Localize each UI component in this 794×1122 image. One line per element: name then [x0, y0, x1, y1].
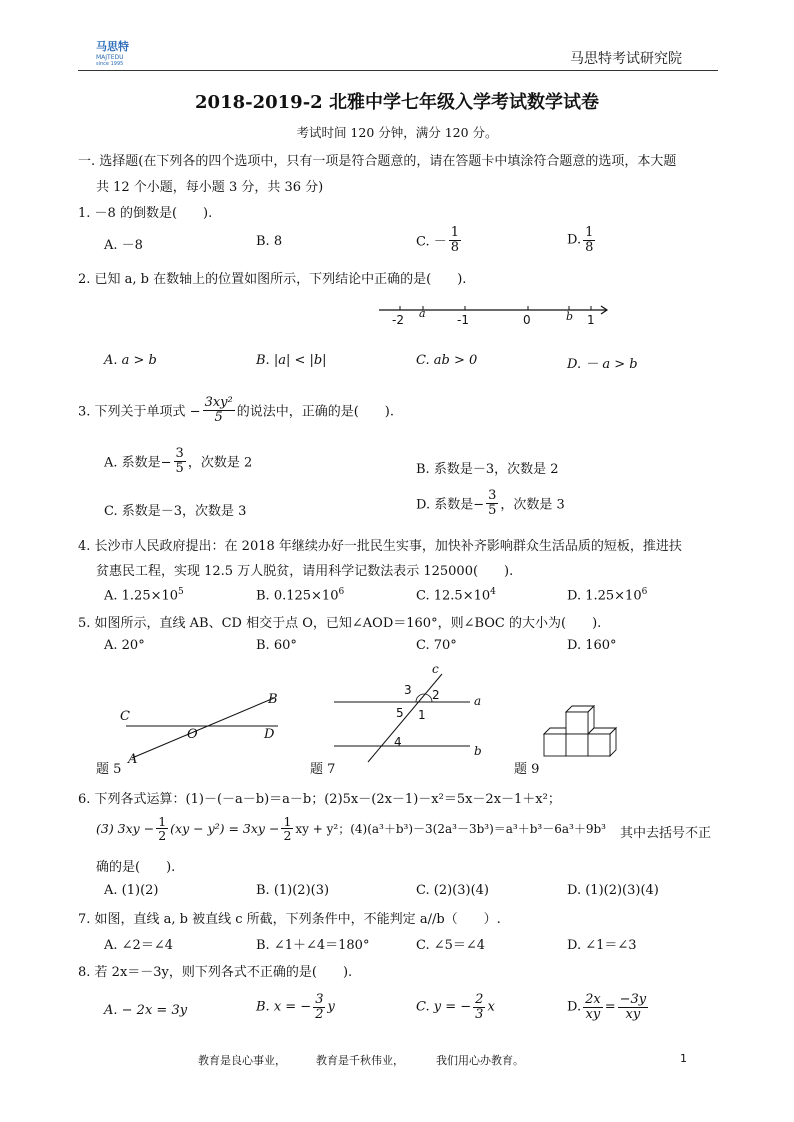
q1-stem: 1. －8 的倒数是( ).	[78, 206, 213, 221]
page-subtitle: 考试时间 120 分钟，满分 120 分。	[296, 125, 498, 140]
page-number: 1	[680, 1052, 687, 1065]
q8-stem: 8. 若 2x＝－3y，则下列各式不正确的是( ).	[78, 965, 353, 980]
logo-sub: MAJTEDU	[96, 54, 124, 61]
section-heading-line1: 一. 选择题(在下列各的四个选项中，只有一项是符合题意的，请在答题卡中填涂符合题意的选项，本大题	[78, 154, 677, 169]
header-rule	[78, 70, 718, 71]
q5-option-b: B. 60°	[256, 638, 297, 653]
q5-option-d: D. 160°	[567, 638, 617, 653]
fig5-label-b: B	[268, 692, 278, 707]
q3-option-b: B. 系数是－3，次数是 2	[416, 462, 559, 477]
footer-motto-2: 教育是千秋伟业，	[316, 1054, 404, 1067]
fig7-label-b: b	[474, 744, 482, 758]
section-heading-line2: 共 12 个小题，每小题 3 分，共 36 分)	[96, 180, 324, 195]
figure-9-cubes	[540, 704, 630, 766]
q1-option-d: D. $\frac{1}{8}$	[567, 225, 594, 255]
axis-label-0: 0	[523, 313, 531, 327]
q4-option-a: A. $1.25\times 10^5$	[104, 587, 184, 604]
footer-motto-3: 我们用心办教育。	[436, 1054, 524, 1067]
q8-option-c: C. y = − $\frac{2}{3}$ x	[416, 992, 495, 1022]
fig7-label-1: 1	[418, 708, 426, 722]
q6-option-b: B. (1)(2)(3)	[256, 883, 330, 898]
footer-motto-1: 教育是良心事业，	[198, 1054, 286, 1067]
axis-label-a: a	[419, 307, 426, 320]
axis-label-b: b	[566, 310, 574, 323]
q8-option-b: B. x = − $\frac{3}{2}$ y	[256, 992, 335, 1022]
q3-option-d: D. 系数是− $\frac{3}{5}$ ，次数是 3	[416, 488, 565, 518]
axis-label-minus2: -2	[392, 313, 404, 327]
fig5-label-o: O	[187, 727, 198, 742]
q6-line2: (3) 3xy − $\frac{1}{2}$ (xy − y²) = 3xy − $\frac{1}{2}$ xy + y²；(4)(a³＋b³)－3(2a³－3b³)＝a³＋b³－6a³＋9b³	[96, 814, 606, 844]
q7-stem: 7. 如图，直线 a, b 被直线 c 所截，下列条件中，不能判定 a//b（ ）.	[78, 912, 501, 927]
q3-stem: 3. 下列关于单项式 − $\frac{\text{3xy²}}{5}$ 的说法中，正确的是( ).	[78, 395, 395, 425]
fig5-label-d: D	[264, 727, 275, 742]
q4-option-b: B. $0.125\times 10^6$	[256, 587, 345, 604]
q6-option-d: D. (1)(2)(3)(4)	[567, 883, 659, 898]
q4-line2: 贫惠民工程，实现 12.5 万人脱贫，请用科学记数法表示 125000( ).	[96, 564, 514, 579]
org-name: 马思特考试研究院	[570, 51, 682, 67]
fig7-caption: 题 7	[310, 762, 336, 777]
q8-option-a: A. − 2x = 3y	[104, 1003, 188, 1018]
q6-line1: 6. 下列各式运算：(1)－(－a－b)＝a－b；(2)5x－(2x－1)－x²＝5x－2x－1＋x²；	[78, 792, 561, 807]
q4-option-c: C. $12.5\times 10^4$	[416, 587, 496, 604]
q2-option-b: B. |a| < |b|	[256, 353, 327, 368]
fig7-label-3: 3	[404, 683, 412, 697]
q7-option-d: D. ∠1＝∠3	[567, 938, 637, 953]
fig5-label-c: C	[120, 709, 130, 724]
q6-line2-suffix: 其中去括号不正	[620, 826, 712, 841]
q6-option-a: A. (1)(2)	[104, 883, 159, 898]
figure-5-lines	[110, 690, 290, 760]
axis-label-1: 1	[587, 313, 595, 327]
q2-option-d: D. － a > b	[567, 357, 638, 372]
q6-option-c: C. (2)(3)(4)	[416, 883, 489, 898]
q1-option-a: A. －8	[104, 238, 143, 253]
fig7-label-c: c	[432, 662, 439, 676]
logo-text: 马思特	[96, 40, 129, 53]
q7-option-b: B. ∠1＋∠4＝180°	[256, 938, 370, 953]
logo	[96, 38, 146, 67]
q4-option-d: D. $1.25\times 10^6$	[567, 587, 648, 604]
fig7-label-5: 5	[396, 706, 404, 720]
q5-option-a: A. 20°	[104, 638, 145, 653]
q7-option-a: A. ∠2＝∠4	[104, 938, 173, 953]
fig5-caption: 题 5	[96, 762, 122, 777]
q5-stem: 5. 如图所示，直线 AB、CD 相交于点 O，已知∠AOD＝160°，则∠BOC 的大小为( ).	[78, 616, 602, 631]
fig7-label-4: 4	[394, 735, 402, 749]
fig5-label-a: A	[128, 752, 138, 767]
q5-option-c: C. 70°	[416, 638, 457, 653]
q1-option-b: B. 8	[256, 234, 283, 249]
q2-option-c: C. ab > 0	[416, 353, 478, 368]
q7-option-c: C. ∠5＝∠4	[416, 938, 486, 953]
number-line	[375, 298, 615, 332]
logo-since: since 1995	[96, 61, 124, 67]
page-title: 2018-2019-2 北雅中学七年级入学考试数学试卷	[195, 92, 599, 113]
q2-stem: 2. 已知 a, b 在数轴上的位置如图所示，下列结论中正确的是( ).	[78, 272, 467, 287]
q2-option-a: A. a > b	[104, 353, 157, 368]
q8-option-d: D. $\frac{2x}{xy}$ = $\frac{-3y}{xy}$	[567, 992, 647, 1022]
fig7-label-2: 2	[432, 688, 440, 702]
q4-line1: 4. 长沙市人民政府提出：在 2018 年继续办好一批民生实事，加快补齐影响群众生活品质的短板，推进扶	[78, 539, 682, 554]
q3-option-a: A. 系数是− $\frac{3}{5}$ ，次数是 2	[104, 446, 253, 476]
q3-option-c: C. 系数是－3，次数是 3	[104, 504, 247, 519]
fig9-caption: 题 9	[514, 762, 540, 777]
q1-option-c: C. － $\frac{1}{8}$	[416, 225, 460, 255]
axis-label-minus1: -1	[457, 313, 469, 327]
q6-line3: 确的是( ).	[96, 860, 176, 875]
fig7-label-a: a	[474, 694, 482, 708]
